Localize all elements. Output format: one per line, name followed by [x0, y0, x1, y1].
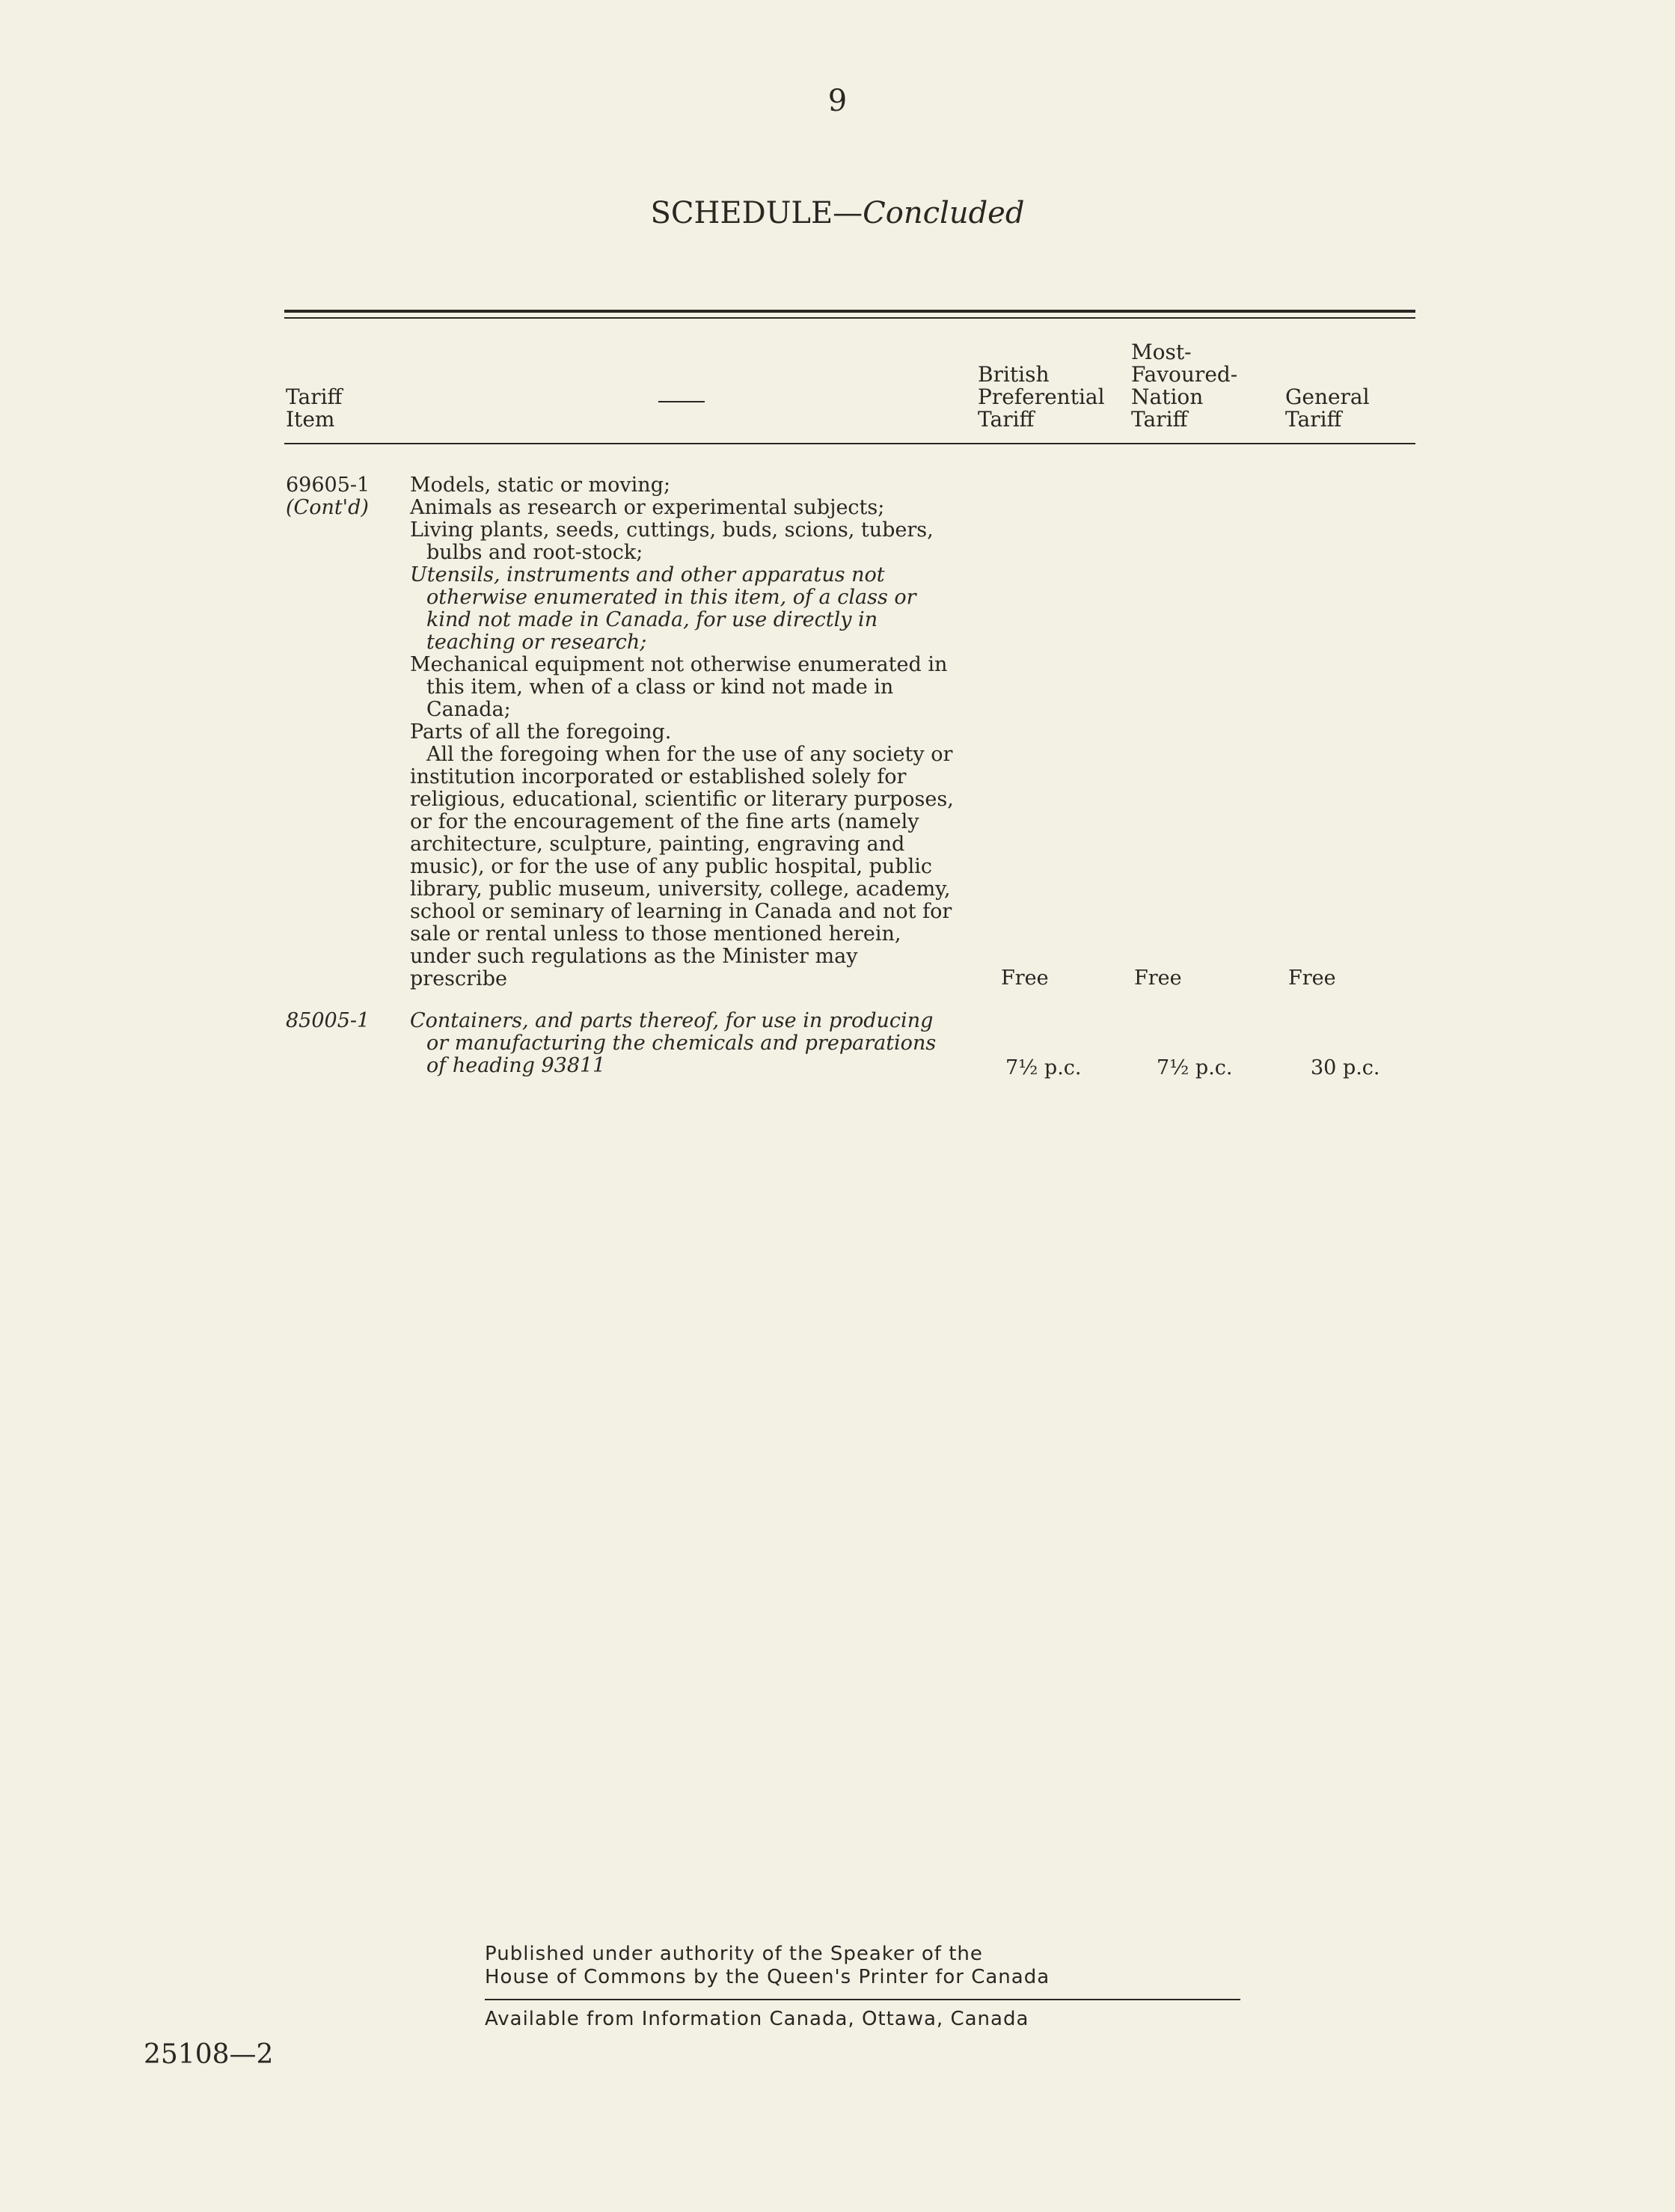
rate-most-favoured-nation: Free — [1134, 966, 1182, 990]
description-line: All the foregoing when for the use of any society or institution incorporated or established solely for religious, educational, scientific or literary purposes, or for the encouragement of the fine arts (namely architecture, sculpture, painting, engraving and music), or for the use of any public hospital, public library, public museum, university, college, academy, school or seminary of learning in Canada and not for sale or rental unless to those mentioned herein, under such regulations as the Minister may prescribe — [410, 743, 954, 990]
header-line: Tariff — [978, 407, 1035, 432]
description-line: Parts of all the foregoing. — [410, 720, 672, 744]
page-title — [0, 196, 1675, 230]
description-line-italic: Utensils, instruments and other apparatus not otherwise enumerated in this item, of a class or kind not made in Canada, for use directly in teaching or research; — [410, 563, 916, 654]
notice-line: Published under authority of the Speaker of the — [485, 1943, 983, 1965]
description-line: Animals as research or experimental subjects; — [410, 496, 885, 519]
description-line-italic: Containers, and parts thereof, for use in producing or manufacturing the chemicals and preparations of heading 93811 — [410, 1009, 937, 1077]
tariff-item-85005-1 — [286, 1010, 370, 1032]
footer-rule — [485, 1999, 1240, 2000]
header-description-dash — [658, 401, 705, 402]
header-general — [1285, 386, 1370, 431]
availability-notice: Available from Information Canada, Ottawa, Canada — [485, 2008, 1029, 2030]
item-note: (Cont'd) — [286, 496, 369, 519]
header-line: General — [1285, 385, 1370, 409]
item-number: 69605-1 — [286, 474, 370, 497]
header-tariff-item — [286, 386, 342, 431]
header-british-preferential — [978, 364, 1105, 431]
header-line: Tariff — [286, 385, 343, 409]
description-line: Models, static or moving; — [410, 474, 671, 497]
description-line: Living plants, seeds, cuttings, buds, scions, tubers, bulbs and root-stock; — [410, 518, 934, 564]
header-line: Preferential — [978, 385, 1105, 409]
item-description — [410, 1010, 961, 1077]
table-top-rule-thin — [284, 317, 1415, 319]
rate-general: 30 p.c. — [1311, 1056, 1380, 1079]
rate-british-preferential: 7½ p.c. — [1005, 1056, 1082, 1079]
header-line: Tariff — [1131, 407, 1188, 432]
page-number: 9 — [827, 84, 848, 118]
header-line: Item — [286, 407, 335, 432]
item-description — [410, 474, 961, 990]
item-number: 85005-1 — [286, 1009, 370, 1032]
header-most-favoured-nation — [1131, 341, 1237, 431]
rate-british-preferential: Free — [1001, 966, 1049, 990]
rate-general: Free — [1288, 966, 1336, 990]
header-bottom-rule — [284, 443, 1415, 444]
header-line: Most- — [1131, 340, 1192, 364]
title-main: SCHEDULE— — [650, 196, 863, 230]
description-line: Mechanical equipment not otherwise enumerated in this item, when of a class or kind not made in Canada; — [410, 653, 948, 721]
title-emphasis: Concluded — [863, 196, 1025, 230]
publication-notice — [485, 1943, 1132, 1989]
rate-most-favoured-nation: 7½ p.c. — [1157, 1056, 1233, 1079]
table-top-rule — [284, 310, 1415, 313]
tariff-item-69605-1 — [286, 474, 370, 519]
header-line: Favoured- — [1131, 362, 1238, 387]
header-line: Nation — [1131, 385, 1204, 409]
document-code: 25108—2 — [144, 2039, 274, 2070]
header-line: Tariff — [1285, 407, 1342, 432]
header-line: British — [978, 362, 1050, 387]
notice-line: House of Commons by the Queen's Printer for Canada — [485, 1966, 1050, 1988]
